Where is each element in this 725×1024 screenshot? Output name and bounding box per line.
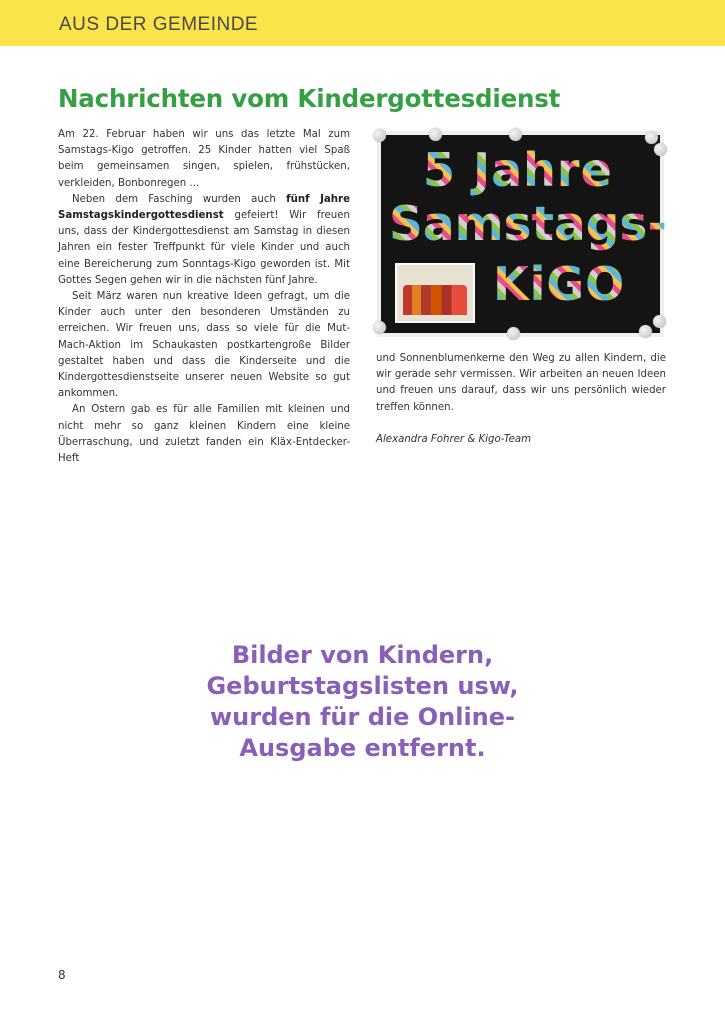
poster-photo (377, 131, 667, 337)
section-label: AUS DER GEMEINDE (59, 14, 259, 35)
inset-group-photo (395, 263, 475, 323)
poster-line-1: 5 Jahre (423, 143, 613, 197)
note-line-4: Ausgabe entfernt. (239, 734, 486, 762)
note-line-2: Geburtstagslisten usw, (206, 672, 519, 700)
poster-board (381, 135, 667, 333)
note-line-1: Bilder von Kindern, (231, 641, 494, 669)
article-title: Nachrichten vom Kindergottesdienst (58, 84, 561, 113)
magnet-icon (653, 315, 666, 328)
paragraph-2-text-end: gefeiert! Wir freuen uns, dass der Kindergottesdienst am Samstag in diesen Jahren ein fester Treffpunkt für viele Kinder und auch eine Bereicherung zum Sonntags-Kigo geworden ist. Mit Gottes Segen gehen wir in die nächsten fünf Jahre. (58, 210, 350, 286)
note-line-3: wurden für die Online- (209, 703, 515, 731)
group-figures (403, 285, 467, 315)
magnet-icon (654, 143, 667, 156)
removed-content-note (160, 640, 565, 764)
magnet-icon (507, 327, 520, 340)
magnet-icon (429, 128, 442, 141)
paragraph-2-text-start: Neben dem Fasching wurden auch (72, 193, 287, 205)
magnet-icon (645, 131, 658, 144)
left-column (58, 127, 350, 467)
paragraph-2-highlight: fünf Jahre Samstagskindergottesdienst (58, 193, 350, 222)
paragraph-4-end: und Sonnenblumenkerne den Weg zu allen Kindern, die wir gerade sehr vermissen. Wir arbeiten an neuen Ideen und freuen uns darauf, dass wir uns persönlich wieder treffen können. (376, 353, 666, 413)
paragraph-1: Am 22. Februar haben wir uns das letzte Mal zum Samstags-Kigo getroffen. 25 Kinder hatten viel Spaß beim gemeinsamen singen, spielen, frühstücken, verkleiden, Bonbonregen ... (58, 129, 350, 189)
signature: Alexandra Fohrer & Kigo-Team (376, 433, 532, 445)
magnet-icon (509, 128, 522, 141)
magnet-icon (373, 129, 386, 142)
magnet-icon (639, 325, 652, 338)
magnet-icon (373, 321, 386, 334)
poster-line-3: KiGO (493, 257, 626, 311)
paragraph-3: Seit März waren nun kreative Ideen gefragt, um die Kinder auch unter den besonderen Umständen zu erreichen. Wir freuen uns, dass so viele für die Mut-Mach-Aktion im Schaukasten postkartengroße Bilder gestaltet haben und dass die Kinderseite und die Kindergottesdienstseite unserer neuen Website so gut ankommen. (58, 291, 350, 400)
paragraph-2 (58, 192, 350, 289)
right-column (376, 351, 666, 448)
page-number: 8 (58, 968, 66, 982)
header-bar (0, 0, 725, 46)
paragraph-4-start: An Ostern gab es für alle Familien mit kleinen und nicht mehr so ganz kleinen Kindern eine kleine Überraschung, und zuletzt fanden ein Kläx-Entdecker-Heft (58, 404, 350, 465)
poster-line-2: Samstags- (389, 197, 667, 252)
